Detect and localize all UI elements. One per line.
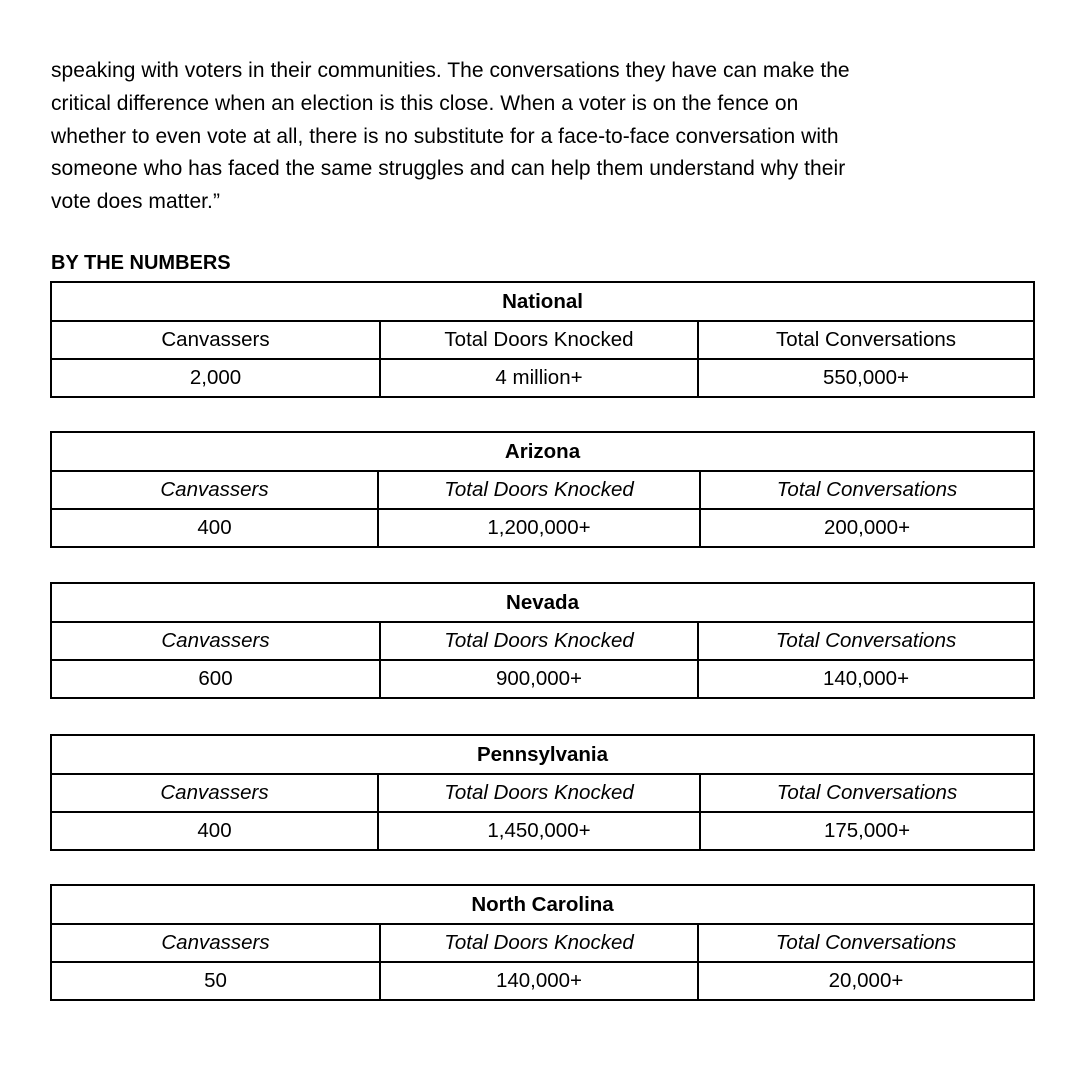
intro-line: critical difference when an election is this close. When a voter is on the fence on — [51, 91, 799, 115]
column-header-conversations: Total Conversations — [698, 622, 1034, 660]
table-header-row — [51, 321, 1034, 359]
intro-line: speaking with voters in their communities. The conversations they have can make the — [51, 59, 850, 82]
conversations-value: 200,000+ — [700, 509, 1034, 547]
table-header-row — [51, 622, 1034, 660]
region-title: National — [51, 282, 1034, 321]
intro-line: whether to even vote at all, there is no substitute for a face-to-face conversation with — [51, 124, 839, 148]
canvassers-value: 600 — [51, 660, 380, 698]
conversations-value: 20,000+ — [698, 962, 1034, 1000]
column-header-conversations: Total Conversations — [698, 321, 1034, 359]
table-row — [51, 812, 1034, 850]
column-header-doors: Total Doors Knocked — [380, 321, 698, 359]
table-title-row — [51, 432, 1034, 471]
section-heading: BY THE NUMBERS — [51, 252, 231, 274]
region-title: North Carolina — [51, 885, 1034, 924]
conversations-value: 175,000+ — [700, 812, 1034, 850]
intro-paragraph — [51, 55, 1032, 219]
canvassers-value: 2,000 — [51, 359, 380, 397]
doors-value: 1,200,000+ — [378, 509, 700, 547]
table-row — [51, 359, 1034, 397]
table-title-row — [51, 735, 1034, 774]
canvassers-value: 50 — [51, 962, 380, 1000]
region-title: Nevada — [51, 583, 1034, 622]
doors-value: 140,000+ — [380, 962, 698, 1000]
document-body — [51, 55, 1032, 219]
conversations-value: 550,000+ — [698, 359, 1034, 397]
column-header-canvassers: Canvassers — [51, 774, 378, 812]
region-title: Arizona — [51, 432, 1034, 471]
doors-value: 4 million+ — [380, 359, 698, 397]
stats-table-national — [50, 281, 1035, 398]
intro-line: someone who has faced the same struggles and can help them understand why their — [51, 157, 846, 181]
table-header-row — [51, 471, 1034, 509]
column-header-canvassers: Canvassers — [51, 321, 380, 359]
table-title-row — [51, 282, 1034, 321]
table-row — [51, 509, 1034, 547]
column-header-conversations: Total Conversations — [700, 774, 1034, 812]
doors-value: 1,450,000+ — [378, 812, 700, 850]
column-header-conversations: Total Conversations — [698, 924, 1034, 962]
column-header-doors: Total Doors Knocked — [380, 622, 698, 660]
table-row — [51, 660, 1034, 698]
canvassers-value: 400 — [51, 812, 378, 850]
stats-table-north-carolina — [50, 884, 1035, 1001]
stats-table-pennsylvania — [50, 734, 1035, 851]
conversations-value: 140,000+ — [698, 660, 1034, 698]
intro-line: vote does matter.” — [51, 190, 220, 214]
column-header-doors: Total Doors Knocked — [378, 471, 700, 509]
column-header-canvassers: Canvassers — [51, 924, 380, 962]
column-header-canvassers: Canvassers — [51, 471, 378, 509]
column-header-doors: Total Doors Knocked — [378, 774, 700, 812]
column-header-canvassers: Canvassers — [51, 622, 380, 660]
region-title: Pennsylvania — [51, 735, 1034, 774]
table-header-row — [51, 924, 1034, 962]
canvassers-value: 400 — [51, 509, 378, 547]
table-title-row — [51, 885, 1034, 924]
stats-table-nevada — [50, 582, 1035, 699]
doors-value: 900,000+ — [380, 660, 698, 698]
table-title-row — [51, 583, 1034, 622]
table-header-row — [51, 774, 1034, 812]
column-header-conversations: Total Conversations — [700, 471, 1034, 509]
stats-table-arizona — [50, 431, 1035, 548]
table-row — [51, 962, 1034, 1000]
column-header-doors: Total Doors Knocked — [380, 924, 698, 962]
